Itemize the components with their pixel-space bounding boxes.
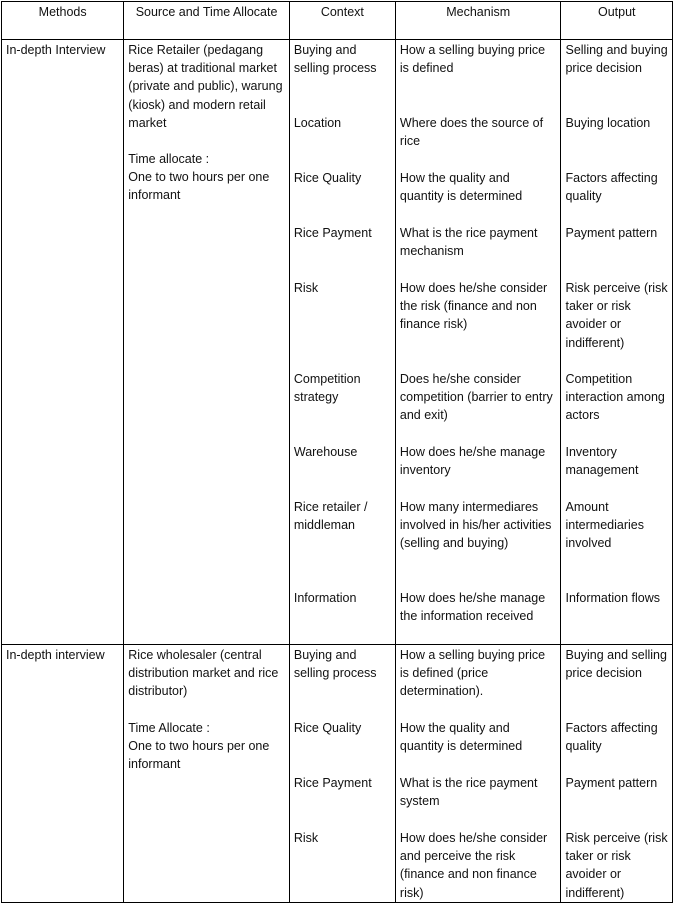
output-entry: Risk perceive (risk taker or risk avoider or indifferent) (565, 281, 668, 350)
mechanism-entry: What is the rice payment mechanism (399, 226, 538, 259)
source-description: Rice Retailer (pedagang beras) at traditional market (private and public), warung (kiosk) and modern retail market (128, 43, 283, 130)
mechanism-entry: How does he/she consider and perceive the risk (finance and non finance risk) (399, 831, 548, 900)
mechanism-entry: How does he/she manage inventory (399, 445, 546, 478)
method-cell: In-depth Interview (2, 40, 124, 645)
mechanism-entry: What is the rice payment system (399, 776, 538, 809)
output-cell (561, 40, 673, 645)
research-methods-table (1, 1, 673, 903)
context-entry: Information (293, 591, 357, 605)
mechanism-entry: How the quality and quantity is determined (399, 721, 523, 754)
mechanism-entry: How the quality and quantity is determined (399, 171, 523, 204)
mechanism-entry: How a selling buying price is defined (price determination). (399, 648, 546, 699)
spacer (128, 132, 285, 150)
source-cell (124, 40, 290, 645)
context-entry: Buying and selling process (293, 648, 377, 681)
output-entry: Risk perceive (risk taker or risk avoider or indifferent) (565, 831, 668, 900)
output-entry: Inventory management (565, 445, 639, 478)
output-cell (561, 645, 673, 903)
output-entry: Payment pattern (565, 226, 658, 240)
mechanism-entry: Does he/she consider competition (barrier to entry and exit) (399, 372, 553, 423)
output-entry: Factors affecting quality (565, 171, 658, 204)
context-cell (289, 40, 395, 645)
mechanism-entry: How many intermediares involved in his/her activities (selling and buying) (399, 500, 552, 551)
time-value: One to two hours per one informant (128, 738, 270, 772)
context-entry: Location (293, 116, 342, 130)
spacer (128, 701, 285, 719)
mechanism-cell (395, 645, 561, 903)
mechanism-entry: How a selling buying price is defined (399, 43, 546, 76)
output-entry: Information flows (565, 591, 660, 605)
time-label: Time Allocate : (128, 720, 210, 735)
header-context: Context (289, 2, 395, 40)
header-source: Source and Time Allocate (124, 2, 290, 40)
context-entry: Competition strategy (293, 372, 361, 405)
mechanism-entry: How does he/she manage the information received (399, 591, 546, 624)
output-entry: Selling and buying price decision (565, 43, 668, 76)
method-cell: In-depth interview (2, 645, 124, 903)
output-entry: Competition interaction among actors (565, 372, 665, 423)
mechanism-entry: Where does the source of rice (399, 116, 544, 149)
table-row-retailer (2, 40, 673, 645)
time-label: Time allocate : (128, 152, 210, 167)
header-methods: Methods (2, 2, 124, 40)
mechanism-entry: How does he/she consider the risk (finance and non finance risk) (399, 281, 548, 332)
output-entry: Buying location (565, 116, 651, 130)
context-entry: Risk (293, 281, 319, 295)
context-entry: Rice Quality (293, 721, 362, 735)
header-output: Output (561, 2, 673, 40)
context-cell (289, 645, 395, 903)
context-entry: Rice Payment (293, 226, 372, 240)
output-entry: Buying and selling price decision (565, 648, 667, 681)
output-entry: Amount intermediaries involved (565, 500, 644, 551)
context-entry: Buying and selling process (293, 43, 377, 76)
time-value: One to two hours per one informant (128, 170, 270, 203)
context-entry: Warehouse (293, 445, 358, 459)
header-row (2, 2, 673, 40)
mechanism-cell (395, 40, 561, 645)
context-entry: Rice retailer / middleman (293, 500, 368, 533)
header-mechanism: Mechanism (395, 2, 561, 40)
context-entry: Rice Quality (293, 171, 362, 185)
output-entry: Payment pattern (565, 776, 658, 790)
source-description: Rice wholesaler (central distribution market and rice distributor) (128, 648, 279, 699)
context-entry: Risk (293, 831, 319, 845)
table-row-wholesaler (2, 645, 673, 903)
output-entry: Factors affecting quality (565, 721, 658, 754)
context-entry: Rice Payment (293, 776, 372, 790)
source-cell (124, 645, 290, 903)
